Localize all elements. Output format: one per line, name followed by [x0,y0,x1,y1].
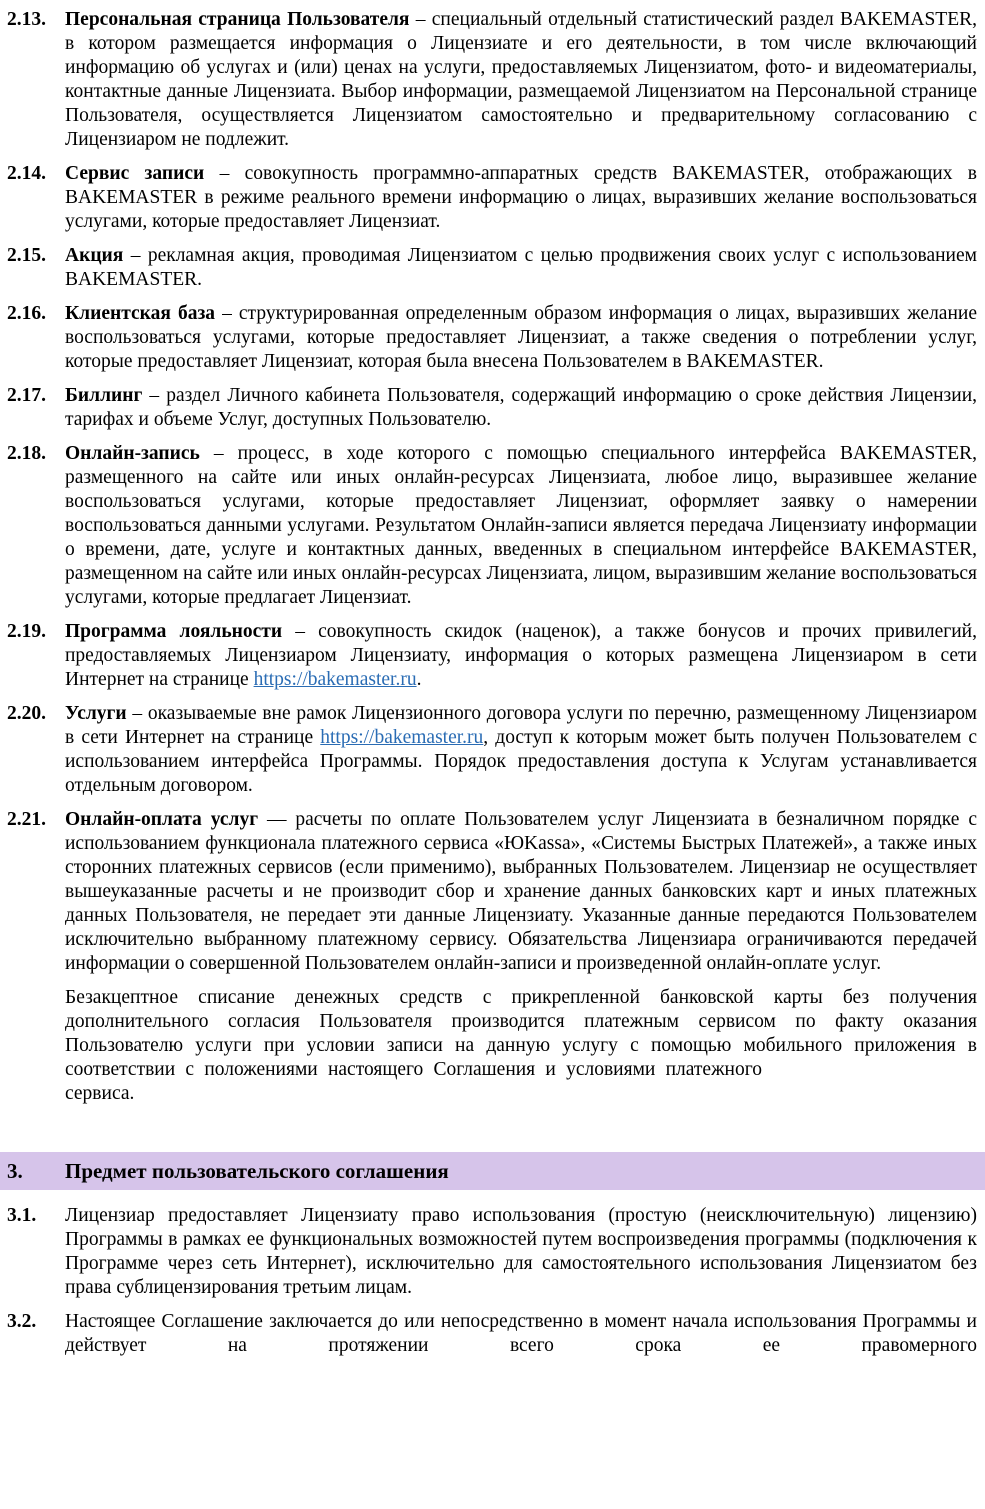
bakemaster-link[interactable]: https://bakemaster.ru [253,669,417,690]
clause-2-20 [7,702,977,798]
clause-text: . [416,669,422,690]
clause-3-2 [7,1310,977,1358]
clause-number-empty [7,986,65,1106]
term-separator: – [142,385,167,406]
clause-text: раздел Личного кабинета Пользователя, содержащий информацию о сроке действия Лицензии, тарифах и объеме Услуг, доступных Пользователю. [65,385,978,430]
clause-text: рекламная акция, проводимая Лицензиатом с целью продвижения своих услуг с использованием BAKEMASTER. [65,245,977,290]
clause-text: совокупность скидок (наценок), а также бонусов и прочих привилегий, предоставляемых Лицензиаром Лицензиату, информация о которых размещена Лицензиаром в сети Интернет на странице [65,621,977,690]
clause-2-17 [7,384,977,432]
clause-text: Безакцептное списание денежных средств с прикрепленной банковской карты без получения дополнительного согласия Пользователя производится платежным сервисом по факту оказания Пользователю услуги при условии записи на данную услугу с помощью мобильного приложения в соответствии с положениями настоящего Соглашения и условиями платежного [65,987,977,1080]
defined-term: Клиентская база [65,303,216,324]
clause-body [65,620,977,692]
clause-2-19 [7,620,977,692]
clause-body [65,808,977,976]
clause-number: 2.17. [7,385,46,406]
defined-term: Услуги [65,703,127,724]
clause-body [65,1310,977,1358]
clause-3-1 [7,1204,977,1300]
term-separator: – [123,245,148,266]
defined-term: Сервис записи [65,163,205,184]
term-separator: — [258,809,296,830]
clause-text: совокупность программно-аппаратных средств BAKEMASTER, отображающих в BAKEMASTER в режиме реального времени информацию о лицах, выразивших желание воспользоваться услугами, которые предоставляет Лицензиат. [65,163,977,232]
clause-number: 2.19. [7,621,46,642]
term-separator: – [409,9,432,30]
defined-term: Персональная страница Пользователя [65,9,410,30]
defined-term: Онлайн-запись [65,443,200,464]
clause-body [65,8,977,152]
clause-number: 3.1. [7,1205,37,1226]
defined-term: Акция [65,245,124,266]
clause-text: оказываемые вне рамок Лицензионного договора услуги по перечню, размещенному Лицензиаром в сети Интернет на странице [65,703,977,748]
term-separator: – [199,443,238,464]
term-separator: – [215,303,239,324]
clause-body [65,244,977,292]
clause-text: специальный отдельный статистический раздел BAKEMASTER, в котором размещается информация о Лицензиате и его деятельности, в том числе включающий информацию об услугах и (или) ценах на услуги, предоставляемых Лицензиатом, фото- и видеоматериалы, контактные данные Лицензиата. Выбор информации, размещаемой Лицензиатом на Персональной странице Пользователя, осуществляется Лицензиатом самостоятельно и предварительному согласованию с Лицензиаром не подлежит. [65,9,977,150]
section-number: 3. [7,1159,23,1183]
clause-body [65,162,977,234]
clause-text: процесс, в ходе которого с помощью специального интерфейса BAKEMASTER, размещенного на сайте или иных онлайн-ресурсах Лицензиата, любое лицо, выразившее желание воспользоваться услугами, которые предоставляет Лицензиат, оформляет заявку о намерении воспользоваться данными услугами. Результатом Онлайн-записи является передача Лицензиату информации о времени, дате, услуге и контактных данных, введенных в специальном интерфейсе BAKEMASTER, размещенном на сайте или иных онлайн-ресурсах Лицензиата, лицом, выразившим желание воспользоваться услугами, которые предлагает Лицензиат. [65,443,977,608]
section-title: Предмет пользовательского соглашения [65,1159,449,1183]
clause-number: 2.18. [7,443,46,464]
defined-term: Программа лояльности [65,621,283,642]
clause-text: расчеты по оплате Пользователем услуг Лицензиата в безналичном порядке с использованием функционала платежного сервиса «ЮKassa», «Системы Быстрых Платежей», а также иных сторонних платежных сервисов (если применимо), выбранных Пользователем. Лицензиар не осуществляет вышеуказанные расчеты и не производит сбор и хранение данных банковских карт и иных платежных данных Пользователя, не передает эти данные Лицензиату. Указанные данные передаются Пользователем исключительно выбранному платежному сервису. Обязательства Лицензиара ограничиваются передачей информации о совершенной Пользователем онлайн-записи и произведенной онлайн-оплате услуг. [65,809,978,974]
clause-2-16 [7,302,977,374]
clause-body [65,1204,977,1300]
clause-number: 2.21. [7,809,46,830]
clause-number: 2.13. [7,9,46,30]
clause-body [65,442,977,610]
clause-2-13 [7,8,977,152]
clause-body [65,702,977,798]
clause-body [65,384,977,432]
clause-2-18 [7,442,977,610]
clause-text: Лицензиар предоставляет Лицензиату право использования (простую (неисключительную) лицензию) Программы в рамках ее функциональных возможностей путем воспроизведения программы (подключения к Программе через сеть Интернет), исключительно для самостоятельного использования Лицензиатом без права сублицензирования третьим лицам. [65,1205,977,1298]
term-separator: – [126,703,148,724]
defined-term: Биллинг [65,385,143,406]
term-separator: – [282,621,319,642]
clause-text: структурированная определенным образом информация о лицах, выразивших желание воспользоваться услугами, которые предоставляет Лицензиат, а также сведения о потреблении услуг, которые предоставляет Лицензиат, которая была внесена Пользователем в BAKEMASTER. [65,303,977,372]
clause-text: сервиса. [65,1083,135,1104]
clause-2-14 [7,162,977,234]
clause-2-21-continuation [7,986,977,1106]
clause-body [65,986,977,1106]
clause-number: 2.15. [7,245,46,266]
clause-number: 2.20. [7,703,46,724]
bakemaster-link[interactable]: https://bakemaster.ru [320,727,484,748]
clause-text: , доступ к которым может быть получен Пользователем с использованием интерфейса Программы. Порядок предоставления доступа к Услугам устанавливается отдельным договором. [65,727,977,796]
section-3-heading [0,1152,985,1190]
clause-text: Настоящее Соглашение заключается до или непосредственно в момент начала использования Программы и действует на протяжении всего срока ее правомерного [65,1311,977,1356]
term-separator: – [204,163,245,184]
clause-2-21 [7,808,977,976]
defined-term: Онлайн-оплата услуг [65,809,259,830]
clause-number: 3.2. [7,1311,37,1332]
clause-number: 2.16. [7,303,46,324]
clause-number: 2.14. [7,163,46,184]
clause-body [65,302,977,374]
clause-2-15 [7,244,977,292]
